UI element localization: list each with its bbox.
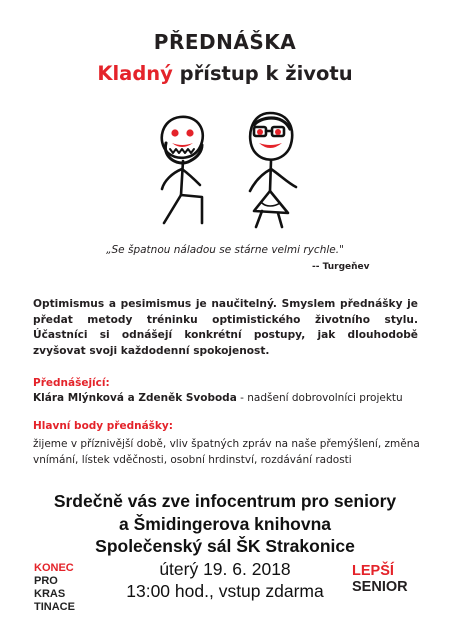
logo-left-line-1: KONEC [34, 562, 74, 574]
speakers-label: Přednášející: [33, 377, 110, 389]
invite-line-1: Srdečně vás zve infocentrum pro seniory [53, 491, 397, 511]
quote-author: -- Turgeňev [312, 262, 370, 272]
bearded-face [171, 129, 193, 147]
speakers-line [33, 392, 403, 404]
logo-right-line-1: LEPŠÍ [352, 563, 394, 579]
invite-time: 13:00 hod., vstup zdarma [126, 581, 324, 601]
invite-venue: Společenský sál ŠK Strakonice [95, 536, 355, 556]
subtitle-rest: přístup k životu [172, 62, 353, 85]
logo-left-line-3: KRAS [34, 588, 66, 600]
logo-right-line-2: SENIOR [352, 579, 408, 595]
invite-line-2: a Šmidingerova knihovna [119, 513, 331, 534]
logo-left-line-4: TINACE [34, 601, 75, 613]
subtitle-red-word: Kladný [97, 62, 173, 85]
bearded-stick-figure [162, 117, 203, 223]
lepsi-senior-logo [352, 563, 408, 595]
logo-left-line-2: PRO [34, 575, 58, 587]
poster-subtitle [0, 62, 450, 85]
konec-prokrastinace-logo [34, 562, 75, 614]
speakers-names: Klára Mlýnková a Zdeněk Svoboda [33, 392, 237, 404]
poster-title: PŘEDNÁŠKA [153, 30, 297, 54]
main-points-text: žijeme v příznivější době, vliv špatných zpráv na naše přemýšlení, změna vnímání, lístek vděčnosti, osobní hrdinství, rozdávání radosti [33, 438, 420, 466]
speakers-role: - nadšení dobrovolníci projektu [236, 392, 403, 404]
main-points-label: Hlavní body přednášky: [33, 420, 173, 432]
invite-date: úterý 19. 6. 2018 [159, 558, 291, 579]
intro-paragraph: Optimismus a pesimismus je naučitelný. Smyslem přednášky je předat metody tréninku optimistického životního stylu. Účastníci si odnášejí konkrétní postupy, jak dlouhodobě zvyšovat svoji každodenní spokojenost. [33, 298, 418, 357]
stick-figures-illustration [150, 103, 310, 233]
quote-text: „Se špatnou náladou se stárne velmi rychle." [106, 244, 344, 256]
glasses-stick-figure [250, 113, 296, 227]
